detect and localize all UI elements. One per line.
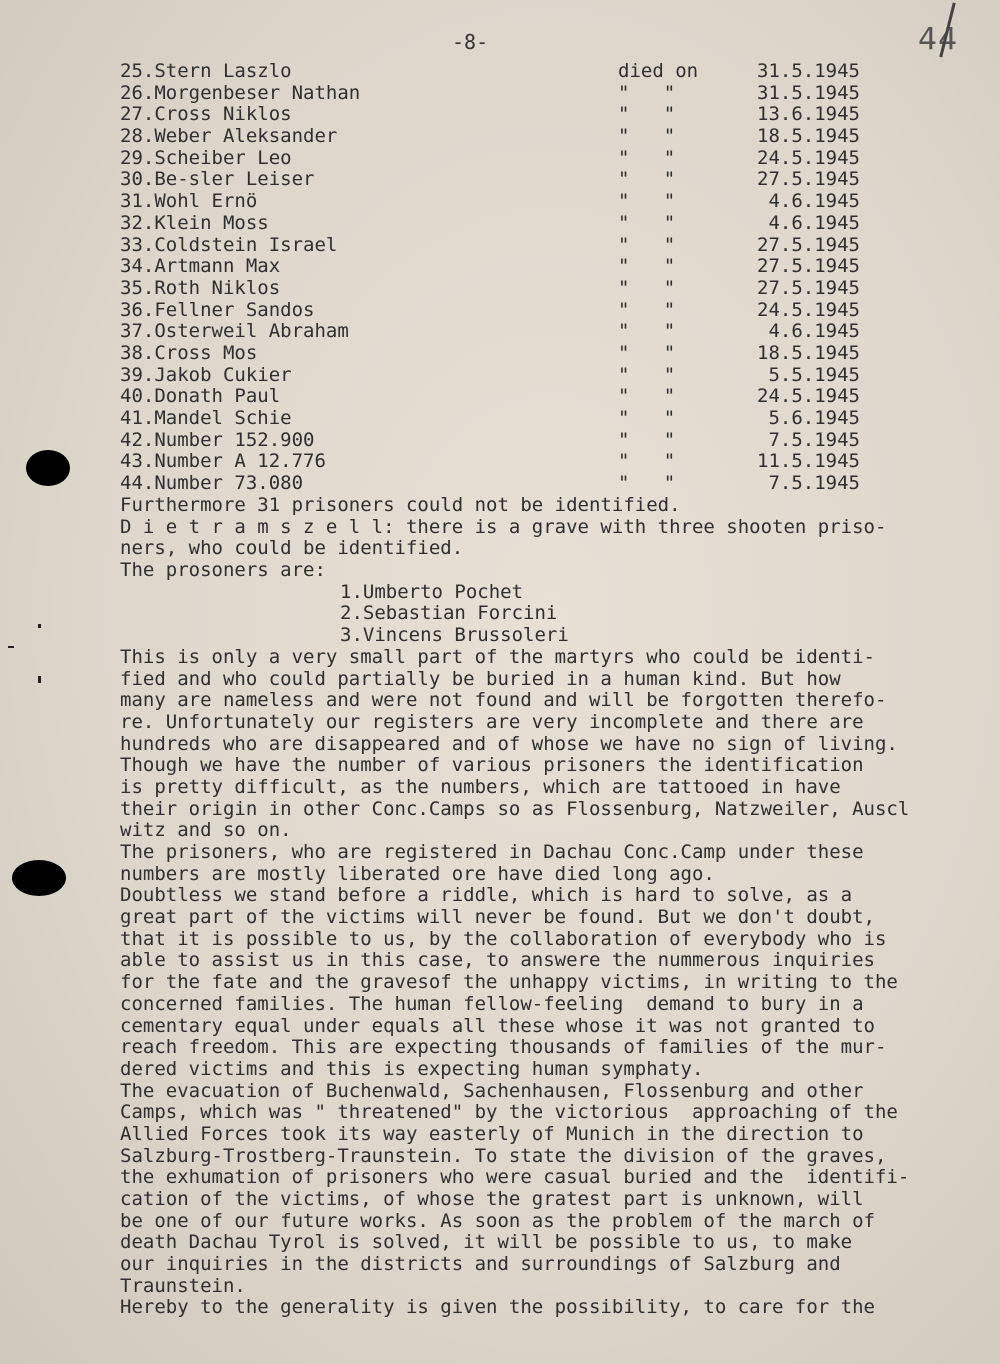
roster-name: 26.Morgenbeser Nathan bbox=[120, 81, 361, 104]
roster-date: 27.5.1945 bbox=[757, 168, 860, 191]
roster-date: 31.5.1945 bbox=[757, 60, 860, 82]
prisoner-names-list bbox=[120, 582, 990, 647]
text-line: be one of our future works. As soon as the problem of the march of bbox=[120, 1209, 875, 1232]
roster-name: 40.Donath Paul bbox=[120, 385, 281, 408]
roster-status: " " bbox=[618, 168, 676, 191]
punch-hole-bottom bbox=[12, 860, 66, 896]
roster-row bbox=[120, 190, 880, 212]
text-line: witz and so on. bbox=[120, 819, 292, 842]
roster-name: 39.Jakob Cukier bbox=[120, 363, 292, 386]
text-line: Though we have the number of various prisoners the identification bbox=[120, 754, 864, 777]
roster-name: 29.Scheiber Leo bbox=[120, 146, 292, 169]
roster-status: " " bbox=[618, 341, 676, 364]
roster-name: 36.Fellner Sandos bbox=[120, 298, 315, 321]
roster-status: " " bbox=[618, 255, 676, 278]
roster-name: 32.Klein Moss bbox=[120, 211, 269, 234]
text-line: Doubtless we stand before a riddle, which is hard to solve, as a bbox=[120, 884, 853, 907]
text-line: The prisoners, who are registered in Dachau Conc.Camp under these bbox=[120, 841, 864, 863]
roster-row bbox=[120, 472, 880, 494]
text-line: our inquiries in the districts and surroundings of Salzburg and bbox=[120, 1253, 841, 1276]
roster-date: 7.5.1945 bbox=[768, 472, 860, 495]
roster-status: " " bbox=[618, 363, 676, 386]
text-line: great part of the victims will never be found. But we don't doubt, bbox=[120, 906, 875, 929]
text-line: Camps, which was " threatened" by the victorious approaching of the bbox=[120, 1101, 898, 1124]
prisoner-name: 3.Vincens Brussoleri bbox=[340, 624, 569, 647]
death-roster bbox=[120, 60, 880, 494]
roster-date: 18.5.1945 bbox=[757, 125, 860, 148]
text-line: death Dachau Tyrol is solved, it will be possible to us, to make bbox=[120, 1231, 853, 1254]
roster-date: 27.5.1945 bbox=[757, 276, 860, 299]
text-line: hundreds who are disappeared and of whose we have no sign of living. bbox=[120, 732, 898, 755]
roster-date: 4.6.1945 bbox=[768, 211, 860, 234]
roster-row bbox=[120, 277, 880, 299]
text-line: re. Unfortunately our registers are very incomplete and there are bbox=[120, 710, 864, 733]
roster-name: 44.Number 73.080 bbox=[120, 472, 304, 495]
roster-date: 5.6.1945 bbox=[768, 407, 860, 429]
roster-date: 13.6.1945 bbox=[757, 103, 860, 126]
roster-status: " " bbox=[618, 233, 676, 256]
margin-speck bbox=[8, 646, 14, 648]
roster-status: " " bbox=[618, 472, 676, 495]
text-line: Traunstein. bbox=[120, 1274, 246, 1297]
roster-name: 28.Weber Aleksander bbox=[120, 125, 338, 148]
roster-status: " " bbox=[618, 450, 676, 473]
roster-status: " " bbox=[618, 407, 676, 429]
text-line: dered victims and this is expecting human symphaty. bbox=[120, 1057, 704, 1080]
text-line: reach freedom. This are expecting thousands of families of the mur- bbox=[120, 1036, 887, 1059]
roster-row bbox=[120, 429, 880, 451]
archive-number: 44 bbox=[918, 22, 959, 57]
roster-status: " " bbox=[618, 211, 676, 234]
roster-status: " " bbox=[618, 298, 676, 321]
roster-date: 27.5.1945 bbox=[757, 255, 860, 278]
roster-status: " " bbox=[618, 385, 676, 408]
text-line: D i e t r a m s z e l l: there is a grave with three shooten priso- bbox=[120, 515, 887, 538]
roster-name: 43.Number A 12.776 bbox=[120, 450, 326, 473]
document-body bbox=[120, 495, 990, 1319]
roster-name: 30.Be-sler Leiser bbox=[120, 168, 315, 191]
roster-date: 27.5.1945 bbox=[757, 233, 860, 256]
text-line: cementary equal under equals all these whose it was not granted to bbox=[120, 1014, 875, 1037]
roster-status: " " bbox=[618, 125, 676, 148]
text-line: is pretty difficult, as the numbers, which are tattooed in have bbox=[120, 775, 841, 798]
prisoner-name: 1.Umberto Pochet bbox=[340, 580, 524, 603]
roster-row bbox=[120, 299, 880, 321]
roster-date: 11.5.1945 bbox=[757, 450, 860, 473]
text-line: numbers are mostly liberated ore have died long ago. bbox=[120, 862, 715, 885]
roster-date: 18.5.1945 bbox=[757, 341, 860, 364]
roster-status: died on bbox=[618, 60, 699, 82]
text-line: Furthermore 31 prisoners could not be identified. bbox=[120, 494, 681, 516]
main-paragraph bbox=[120, 647, 990, 1319]
roster-date: 7.5.1945 bbox=[768, 428, 860, 451]
roster-row bbox=[120, 147, 880, 169]
text-line: cation of the victims, of whose the gratest part is unknown, will bbox=[120, 1188, 864, 1210]
roster-row bbox=[120, 364, 880, 386]
roster-date: 24.5.1945 bbox=[757, 298, 860, 321]
roster-row bbox=[120, 407, 880, 429]
roster-row bbox=[120, 168, 880, 190]
text-line: the exhumation of prisoners who were casual buried and the identifi- bbox=[120, 1166, 910, 1189]
text-line: able to assist us in this case, to answere the nummerous inquiries bbox=[120, 949, 875, 972]
roster-name: 35.Roth Niklos bbox=[120, 276, 281, 299]
roster-date: 4.6.1945 bbox=[768, 320, 860, 343]
roster-status: " " bbox=[618, 190, 676, 213]
roster-date: 24.5.1945 bbox=[757, 146, 860, 169]
roster-name: 38.Cross Mos bbox=[120, 341, 258, 364]
prisoner-name: 2.Sebastian Forcini bbox=[340, 602, 558, 625]
roster-status: " " bbox=[618, 146, 676, 169]
text-line: ners, who could be identified. bbox=[120, 537, 464, 560]
roster-status: " " bbox=[618, 320, 676, 343]
roster-row bbox=[120, 255, 880, 277]
text-line: concerned families. The human fellow-feeling demand to bury in a bbox=[120, 992, 864, 1015]
roster-row bbox=[120, 320, 880, 342]
roster-date: 4.6.1945 bbox=[768, 190, 860, 213]
text-line: that it is possible to us, by the collaboration of everybody who is bbox=[120, 927, 887, 950]
text-line: their origin in other Conc.Camps so as Flossenburg, Natzweiler, Auscl bbox=[120, 797, 910, 820]
roster-date: 5.5.1945 bbox=[768, 363, 860, 386]
roster-name: 31.Wohl Ernö bbox=[120, 190, 258, 213]
text-line: Salzburg-Trostberg-Traunstein. To state the division of the graves, bbox=[120, 1144, 887, 1167]
text-line: for the fate and the gravesof the unhappy victims, in writing to the bbox=[120, 971, 898, 994]
roster-date: 31.5.1945 bbox=[757, 81, 860, 104]
roster-name: 42.Number 152.900 bbox=[120, 428, 315, 451]
text-line: This is only a very small part of the martyrs who could be identi- bbox=[120, 645, 875, 668]
roster-row bbox=[120, 103, 880, 125]
margin-speck bbox=[38, 624, 41, 628]
roster-row bbox=[120, 82, 880, 104]
roster-date: 24.5.1945 bbox=[757, 385, 860, 408]
roster-row bbox=[120, 234, 880, 256]
roster-row bbox=[120, 450, 880, 472]
roster-name: 37.Osterweil Abraham bbox=[120, 320, 349, 343]
roster-status: " " bbox=[618, 81, 676, 104]
roster-status: " " bbox=[618, 428, 676, 451]
text-line: many are nameless and were not found and will be forgotten therefo- bbox=[120, 689, 887, 712]
roster-status: " " bbox=[618, 276, 676, 299]
roster-name: 25.Stern Laszlo bbox=[120, 60, 292, 82]
text-line: The prosoners are: bbox=[120, 559, 326, 582]
roster-name: 41.Mandel Schie bbox=[120, 407, 292, 429]
text-line: Allied Forces took its way easterly of Munich in the direction to bbox=[120, 1122, 864, 1145]
roster-name: 34.Artmann Max bbox=[120, 255, 281, 278]
roster-row bbox=[120, 385, 880, 407]
text-line: fied and who could partially be buried in a human kind. But how bbox=[120, 667, 841, 690]
roster-row bbox=[120, 212, 880, 234]
roster-status: " " bbox=[618, 103, 676, 126]
text-line: The evacuation of Buchenwald, Sachenhausen, Flossenburg and other bbox=[120, 1079, 864, 1102]
roster-name: 33.Coldstein Israel bbox=[120, 233, 338, 256]
text-line: Hereby to the generality is given the possibility, to care for the bbox=[120, 1296, 875, 1319]
roster-row bbox=[120, 342, 880, 364]
intro-paragraph bbox=[120, 495, 990, 582]
page-number: -8- bbox=[452, 30, 489, 54]
roster-row bbox=[120, 125, 880, 147]
roster-name: 27.Cross Niklos bbox=[120, 103, 292, 126]
roster-row bbox=[120, 60, 880, 82]
margin-speck bbox=[38, 676, 41, 683]
punch-hole-top bbox=[26, 450, 70, 486]
